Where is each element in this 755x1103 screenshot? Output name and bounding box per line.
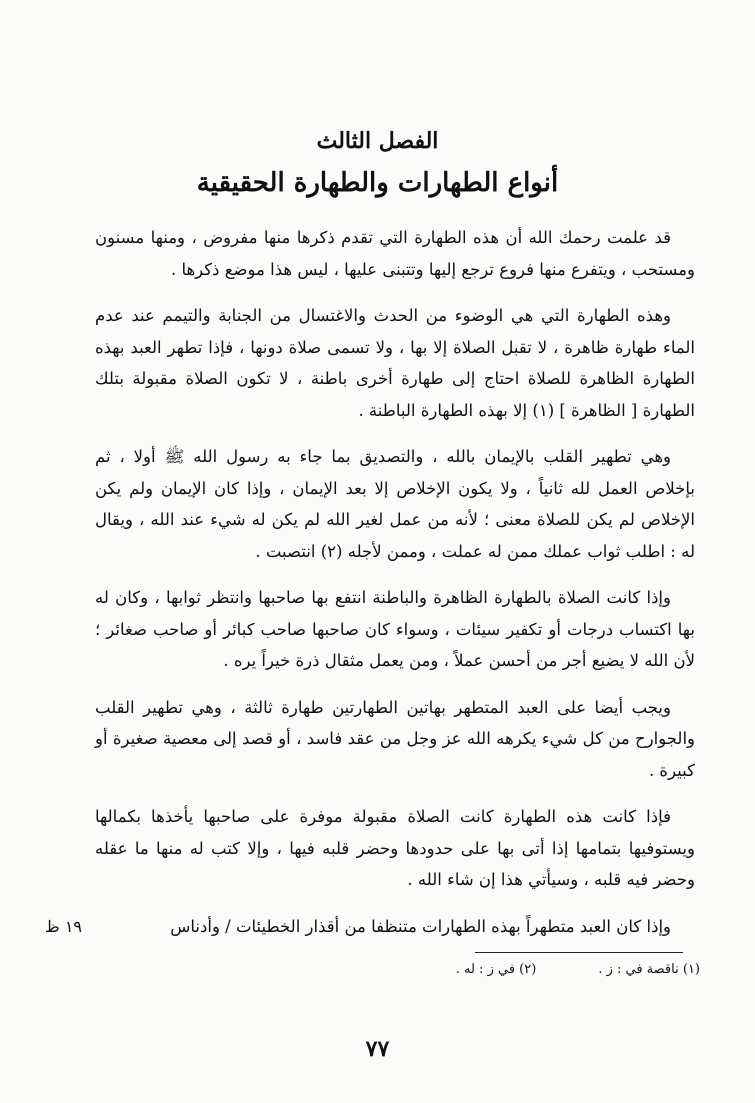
- paragraph: فإذا كانت هذه الطهارة كانت الصلاة مقبولة موفرة على صاحبها يأخذها بكمالها ويستوفيها بتمامها إذا أتى بها على حدودها وحضر قلبه فيها ، وإلا كتب له منها ما عقله وحضر فيه قلبه ، وسيأتي هذا إن شاء الله .: [95, 807, 695, 889]
- paragraph: وإذا كانت الصلاة بالطهارة الظاهرة والباطنة انتفع بها صاحبها وانتظر ثوابها ، وكان له بها اكتساب درجات أو تكفير سيئات ، وسواء كان صاحبها صاحب كبائر أو صاحب صغائر ؛ لأن الله لا يضيع أجر من أحسن عملاً ، ومن يعمل مثقال ذرة خيراً يره .: [95, 588, 695, 670]
- footnote-divider: [475, 952, 683, 953]
- page-number: ٧٧: [365, 1036, 390, 1062]
- paragraph: وإذا كان العبد متطهراً بهذه الطهارات متنظفا من أقذار الخطيئات / وأدناس: [170, 916, 671, 936]
- manuscript-folio-note: ١٩ ظ: [44, 917, 82, 936]
- footnote: (٢) في ز : له .: [455, 962, 537, 977]
- footnote: (١) ناقصة في : ز .: [598, 962, 700, 977]
- paragraph: وهذه الطهارة التي هي الوضوء من الحدث والاغتسال من الجنابة والتيمم عند عدم الماء طهارة ظاهرة ، لا تقبل الصلاة إلا بها ، ولا تسمى صلاة دونها ، فإذا تطهر العبد بهذه الطهارة الظاهرة للصلاة احتاج إلى طهارة أخرى باطنة ، لا تكون الصلاة مقبولة بتلك الطهارة [ الظاهرة ] (١) إلا بهذه الطهارة الباطنة .: [95, 306, 695, 420]
- paragraph: قد علمت رحمك الله أن هذه الطهارة التي تقدم ذكرها منها مفروض ، ومنها مسنون ومستحب ، ويتفرع منها فروع ترجع إليها وتتبنى عليها ، ليس هذا موضع ذكرها .: [95, 228, 695, 279]
- page-title: أنواع الطهارات والطهارة الحقيقية: [196, 168, 559, 198]
- body-text: [95, 222, 695, 957]
- paragraph: ويجب أيضا على العبد المتطهر بهاتين الطهارتين طهارة ثالثة ، وهي تطهير القلب والجوارح من كل شيء يكرهه الله عز وجل من عقد فاسد ، أو قصد إلى معصية صغيرة أو كبيرة .: [95, 697, 695, 780]
- footnotes: [330, 962, 700, 977]
- chapter-heading: الفصل الثالث: [316, 128, 439, 154]
- paragraph: وهي تطهير القلب بالإيمان بالله ، والتصديق بما جاء به رسول الله ﷺ أولا ، ثم بإخلاص العمل لله ثانياً ، ولا يكون الإخلاص إلا بعد الإيمان ، وإذا كان الإيمان ولم يكن الإخلاص لم يكن للصلاة معنى ؛ لأنه من عمل لغير الله لم يكن له شيء عند الله ، ويقال له : اطلب ثواب عملك ممن له عملت ، وممن لأجله (٢) انتصبت .: [95, 447, 695, 561]
